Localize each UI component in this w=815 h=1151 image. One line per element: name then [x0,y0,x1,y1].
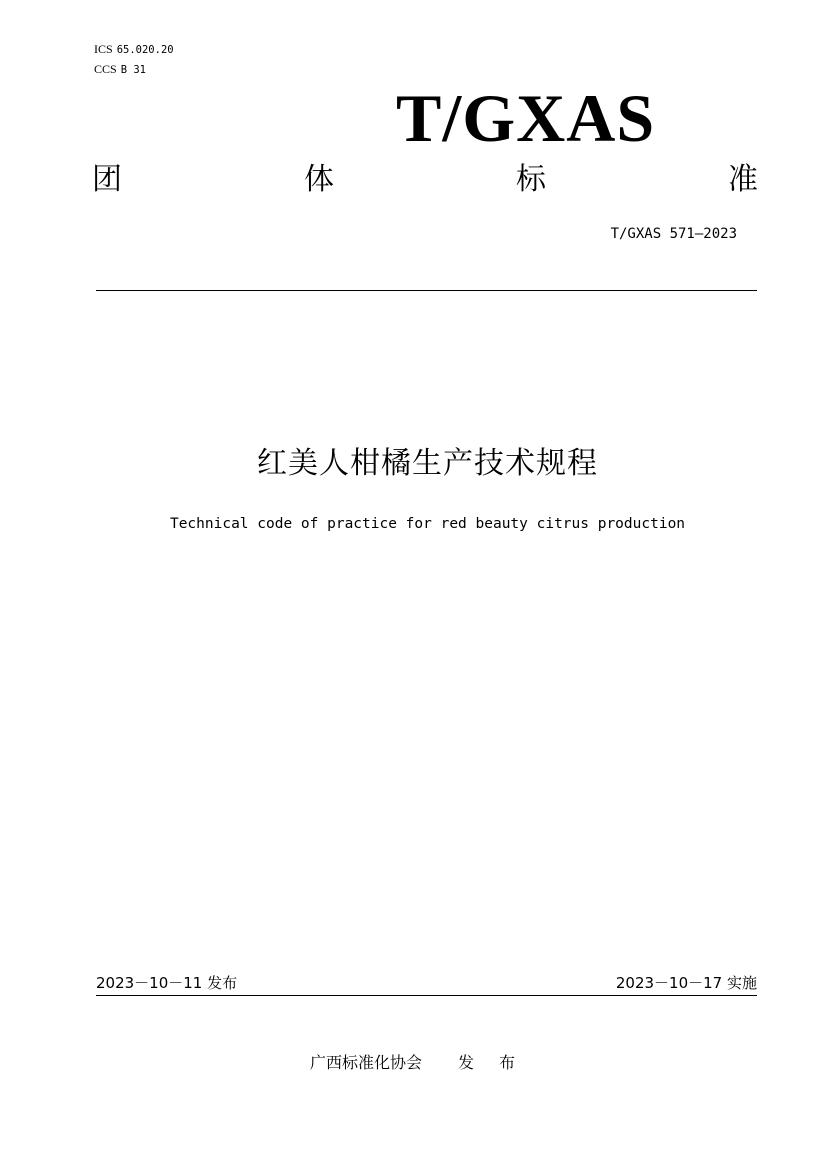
standard-type-char: 团 [92,162,122,197]
document-title-english: Technical code of practice for red beauty citrus production [169,516,686,532]
standard-type-heading [92,158,758,202]
org-code-logo: T/GXAS [396,80,656,156]
publisher-name: 广西标准化协会 [309,1053,422,1072]
ccs-value: B 31 [120,64,146,76]
date-row [96,972,757,994]
ccs-line [94,60,174,80]
header-divider [96,290,757,291]
standard-type-char: 体 [304,162,334,197]
publisher-line [0,1052,815,1074]
standard-number: T/GXAS 571—2023 [610,226,737,242]
publisher-action: 发 布 [457,1053,526,1072]
classification-codes [94,40,174,80]
footer-divider [96,995,757,996]
standard-type-char: 准 [728,162,758,197]
standard-type-char: 标 [516,162,546,197]
ics-line [94,40,174,60]
ccs-label: CCS [94,62,117,76]
document-title-chinese: 红美人柑橘生产技术规程 [257,446,598,481]
ics-value: 65.020.20 [116,44,174,56]
ics-label: ICS [94,42,113,56]
publish-date: 2023－10－11 发布 [96,974,238,992]
implement-date: 2023－10－17 实施 [615,974,757,992]
